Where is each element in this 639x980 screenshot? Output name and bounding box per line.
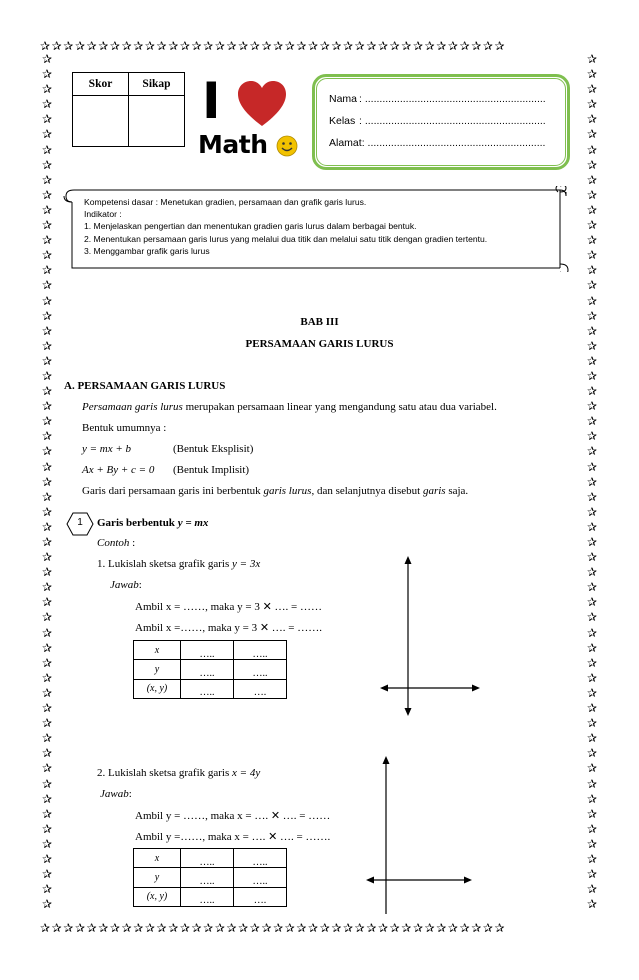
problem2-equation: x = 4y [232,767,261,779]
problem2-question [97,767,260,779]
heart-icon [236,80,288,128]
score-header: Skor [73,73,129,96]
closing-term: garis [422,485,446,497]
table-label-x: x [134,641,181,660]
table-cell[interactable]: ….. [181,679,234,698]
closing-part: saja. [445,485,469,497]
answer-colon: : [128,788,132,800]
table-cell[interactable]: ….. [234,641,287,660]
table-cell[interactable]: ….. [181,660,234,679]
example-label [97,537,135,549]
competence-line: Kompetensi dasar : Menetukan gradien, persamaan dan grafik garis lurus. [84,197,367,207]
attitude-header: Sikap [129,73,185,96]
problem2-step1[interactable]: Ambil y = ……, maka x = …. ✕ …. = …… [135,810,331,822]
problem1-question [97,558,260,570]
table-cell[interactable]: ….. [181,887,234,906]
problem2-answer [100,788,132,800]
competence-text [84,196,487,257]
closing-part: Garis dari persamaan garis ini berbentuk [82,485,264,497]
logo-math: Math [198,130,268,159]
table-label-x: x [134,849,181,868]
answer-word: Jawab [100,788,129,800]
problem1-answer [110,579,142,591]
indicator-heading: Indikator : [84,209,122,220]
class-label: Kelas [329,115,356,127]
table-label-y: y [134,660,181,679]
problem1-step1[interactable]: Ambil x = ……, maka y = 3 ✕ …. = …… [135,601,323,613]
student-info-inner-border [316,78,566,166]
explicit-label: (Bentuk Eksplisit) [173,443,254,455]
general-form-label: Bentuk umumnya : [82,422,167,434]
star-border-top: ✰✰✰✰✰✰✰✰✰✰✰✰✰✰✰✰✰✰✰✰✰✰✰✰✰✰✰✰✰✰✰✰✰✰✰✰✰✰✰✰ [40,40,507,52]
closing-part: , dan selanjutnya disebut [311,485,423,497]
table-label-xy: (x, y) [134,679,181,698]
section-a-intro [82,401,497,413]
table-cell[interactable]: ….. [181,641,234,660]
table-cell[interactable]: ….. [234,868,287,887]
table-cell[interactable]: …. [234,887,287,906]
implicit-equation: Ax + By + c = 0 [82,464,155,476]
address-label: Alamat [329,137,362,149]
example-word: Contoh [97,537,130,549]
class-field[interactable]: : .............................................................. [359,115,546,127]
logo-i: I [202,72,221,130]
problem2-text: 2. Lukislah sketsa grafik garis [97,767,233,779]
closing-term: garis lurus [263,485,312,497]
section-a-closing [82,485,468,497]
table-cell[interactable]: ….. [234,660,287,679]
name-field[interactable]: : .............................................................. [359,93,546,105]
problem1-step2[interactable]: Ambil x =……, maka y = 3 ✕ …. = ……. [135,622,323,634]
score-table [72,72,185,147]
table-cell[interactable]: ….. [181,868,234,887]
cartesian-axes-1[interactable] [380,556,480,716]
address-field[interactable]: : ............................................................. [361,137,546,149]
cartesian-axes-2[interactable] [366,756,472,916]
indicator-item: 3. Menggambar grafik garis lurus [84,245,210,256]
intro-rest: merupakan persamaan linear yang mengandung satu atau dua variabel. [182,401,497,413]
chapter-number: BAB III [300,316,339,328]
indicator-item: 1. Menjelaskan pengertian dan menentukan gradien garis lurus dalam berbagai bentuk. [84,221,417,232]
subsection-title-eq: y = mx [177,517,209,529]
indicator-item: 2. Menentukan persamaan garis lurus yang melalui dua titik dan melalui satu titik dengan gradien tertentu. [84,233,488,244]
table-label-xy: (x, y) [134,887,181,906]
explicit-equation: y = mx + b [82,443,132,455]
problem2-value-table [133,848,287,907]
star-border-left: ✰ ✰ ✰ ✰ ✰ ✰ ✰ ✰ ✰ ✰ ✰ ✰ ✰ ✰ ✰ ✰ ✰ ✰ ✰ ✰ ✰ ✰ ✰ ✰ ✰ ✰ ✰ ✰ ✰ ✰ ✰ ✰ ✰ ✰ ✰ ✰ ✰ ✰ ✰ ✰ ✰ ✰ ✰ ✰ ✰ ✰ ✰ ✰ ✰ ✰ ✰ ✰ ✰ ✰ ✰ ✰ ✰ [41,52,53,912]
smiley-icon [276,135,298,157]
score-cell[interactable] [73,96,129,147]
subsection-title [97,517,208,529]
number-badge-label: 1 [77,517,83,528]
table-cell[interactable]: ….. [181,849,234,868]
answer-colon: : [138,579,142,591]
implicit-label: (Bentuk Implisit) [173,464,250,476]
intro-term: Persamaan garis lurus [82,401,183,413]
table-cell[interactable]: ….. [234,849,287,868]
problem1-value-table [133,640,287,699]
section-a-title: A. PERSAMAAN GARIS LURUS [64,380,226,392]
star-border-right: ✰ ✰ ✰ ✰ ✰ ✰ ✰ ✰ ✰ ✰ ✰ ✰ ✰ ✰ ✰ ✰ ✰ ✰ ✰ ✰ ✰ ✰ ✰ ✰ ✰ ✰ ✰ ✰ ✰ ✰ ✰ ✰ ✰ ✰ ✰ ✰ ✰ ✰ ✰ ✰ ✰ ✰ ✰ ✰ ✰ ✰ ✰ ✰ ✰ ✰ ✰ ✰ ✰ ✰ ✰ ✰ ✰ [586,52,598,912]
table-label-y: y [134,868,181,887]
subsection-title-text: Garis berbentuk [97,517,178,529]
problem1-equation: y = 3x [232,558,261,570]
star-border-bottom: ✰✰✰✰✰✰✰✰✰✰✰✰✰✰✰✰✰✰✰✰✰✰✰✰✰✰✰✰✰✰✰✰✰✰✰✰✰✰✰✰ [40,922,507,934]
answer-word: Jawab [110,579,139,591]
attitude-cell[interactable] [129,96,185,147]
i-love-math-logo [196,72,296,168]
problem2-step2[interactable]: Ambil y =……, maka x = …. ✕ …. = ……. [135,831,331,843]
table-cell[interactable]: …. [234,679,287,698]
chapter-title: PERSAMAAN GARIS LURUS [245,338,394,350]
name-label: Nama [329,93,358,105]
example-colon: : [129,537,136,549]
problem1-text: 1. Lukislah sketsa grafik garis [97,558,233,570]
